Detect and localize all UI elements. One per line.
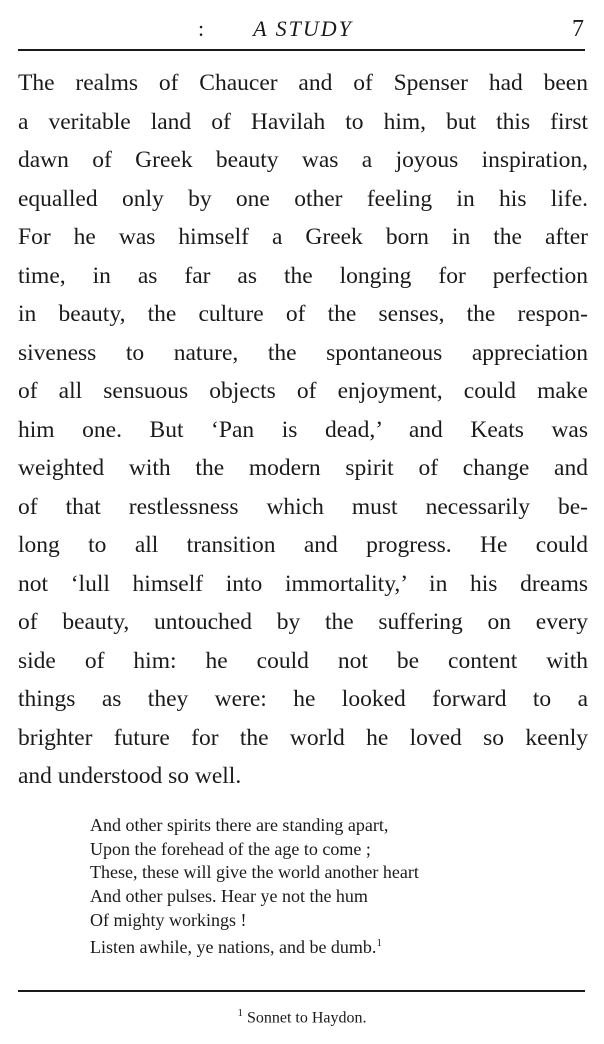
verse-line: Of mighty workings !	[90, 909, 247, 930]
text-line: side of him: he could not be content with	[18, 647, 588, 674]
text-line: in beauty, the culture of the senses, the respon-	[18, 301, 588, 327]
verse-line	[90, 932, 560, 956]
text-line: him one. But ‘Pan is dead,’ and Keats was	[18, 416, 588, 443]
running-head	[18, 14, 588, 44]
text-line: of that restlessness which must necessarily be-	[18, 493, 588, 520]
text-line: long to all transition and progress. He could	[18, 532, 588, 558]
verse-line: And other spirits there are standing apart,	[90, 815, 389, 835]
text-line: of beauty, untouched by the suffering on every	[18, 609, 588, 635]
footnote-reference: 1	[376, 937, 382, 950]
text-line: time, in as far as the longing for perfection	[18, 262, 588, 289]
footnote-text: Sonnet to Haydon.	[246, 1009, 367, 1027]
verse-line: These, these will give the world another heart	[90, 862, 419, 883]
footnote-marker: 1	[237, 1007, 243, 1019]
text-line: The realms of Chaucer and of Spenser had been	[18, 70, 588, 96]
text-line: of all sensuous objects of enjoyment, could make	[18, 378, 588, 404]
text-line: not ‘lull himself into immortality,’ in his dreams	[18, 570, 588, 597]
text-line: brighter future for the world he loved so keenly	[18, 724, 588, 751]
text-line: things as they were: he looked forward to a	[18, 686, 588, 712]
text-line: and understood so well.	[18, 763, 242, 789]
verse-quotation	[90, 814, 560, 956]
body-paragraph	[18, 64, 588, 796]
verse-line: Upon the forehead of the age to come ;	[90, 838, 371, 859]
verse-line-text: Listen awhile, ye nations, and be dumb.	[90, 937, 377, 958]
text-line: equalled only by one other feeling in his life.	[18, 185, 588, 212]
footnote-rule	[18, 990, 585, 992]
text-line: dawn of Greek beauty was a joyous inspiration,	[18, 147, 588, 173]
page-number: 7	[572, 16, 584, 42]
text-line: a veritable land of Havilah to him, but this first	[18, 108, 588, 135]
running-head-title: A STUDY	[253, 16, 353, 41]
footnote	[0, 1007, 604, 1027]
running-head-mark: :	[198, 16, 205, 41]
text-line: siveness to nature, the spontaneous appreciation	[18, 339, 588, 366]
text-line: weighted with the modern spirit of change and	[18, 455, 588, 481]
verse-line: And other pulses. Hear ye not the hum	[90, 886, 368, 907]
header-rule	[18, 49, 585, 51]
text-line: For he was himself a Greek born in the after	[18, 224, 588, 250]
